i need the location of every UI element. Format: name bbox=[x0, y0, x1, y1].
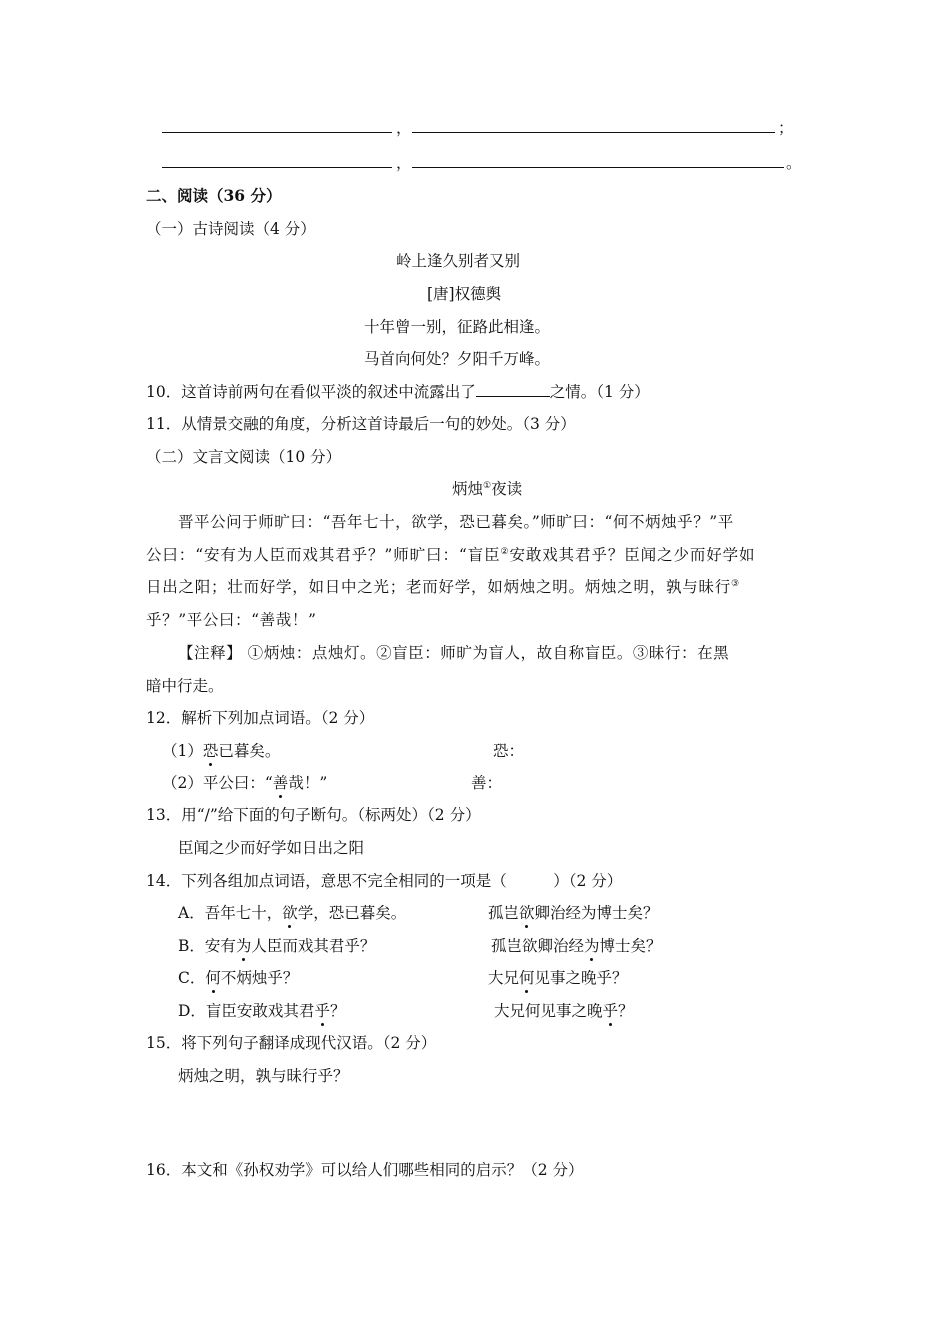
part-heading: （一）古诗阅读（4 分） bbox=[146, 220, 316, 238]
annotation: 暗中行走。 bbox=[146, 677, 224, 695]
separator-comma: ， bbox=[396, 154, 412, 172]
answer-blank-1b[interactable] bbox=[412, 132, 775, 133]
question-12: 12．解析下列加点词语。（2 分） bbox=[146, 709, 375, 727]
option-b[interactable]: B．安有为人臣而戏其君乎？ bbox=[178, 937, 376, 955]
question-item: （2）平公曰：“善哉！” bbox=[162, 774, 328, 792]
dotted-word: 欲 bbox=[282, 904, 298, 922]
answer-blank[interactable] bbox=[476, 382, 550, 397]
section-heading: 二、阅读（36 分） bbox=[146, 186, 282, 205]
text-title: 炳烛①夜读 bbox=[452, 480, 523, 498]
question-11: 11．从情景交融的角度，分析这首诗最后一句的妙处。（3 分） bbox=[146, 415, 576, 433]
question-13: 13．用“/”给下面的句子断句。（标两处）（2 分） bbox=[146, 806, 481, 824]
dotted-word: 为 bbox=[235, 937, 252, 955]
option-d-compare: 大兄何见事之晚乎？ bbox=[494, 1002, 634, 1020]
answer-blank-2a[interactable] bbox=[162, 167, 392, 168]
passage-line: 公曰：“安有为人臣而戏其君乎？”师旷曰：“盲臣②安敢戏其君乎？臣闻之少而好学如 bbox=[146, 546, 756, 564]
separator-period: 。 bbox=[786, 154, 802, 172]
question-16: 16．本文和《孙权劝学》可以给人们哪些相同的启示？（2 分） bbox=[146, 1161, 584, 1179]
option-c-compare: 大兄何见事之晚乎？ bbox=[488, 969, 628, 987]
dotted-word: 乎 bbox=[602, 1002, 619, 1020]
poem-title: 岭上逢久别者又别 bbox=[396, 252, 521, 270]
answer-blank-2b[interactable] bbox=[412, 167, 784, 168]
option-a[interactable]: A．吾年七十，欲学，恐已暮矣。 bbox=[178, 904, 407, 922]
part-heading: （二）文言文阅读（10 分） bbox=[146, 448, 342, 466]
question-10 bbox=[146, 382, 650, 402]
dotted-word: 欲 bbox=[519, 904, 535, 922]
passage-line: 乎？”平公曰：“善哉！” bbox=[146, 611, 317, 629]
dotted-word: 恐 bbox=[202, 742, 219, 760]
option-d[interactable]: D．盲臣安敢戏其君乎？ bbox=[178, 1002, 346, 1020]
question-text: 之情。（1 分） bbox=[549, 383, 650, 401]
dotted-word: 何 bbox=[205, 969, 221, 987]
passage-line: 日出之阳；壮而好学，如日中之光；老而好学，如炳烛之明。炳烛之明，孰与昧行③ bbox=[146, 578, 740, 596]
poem-line: 马首向何处？夕阳千万峰。 bbox=[364, 350, 551, 368]
dotted-word: 善 bbox=[272, 774, 289, 792]
question-14: 14．下列各组加点词语，意思不完全相同的一项是（ ）（2 分） bbox=[146, 872, 623, 890]
poem-author: [唐]权德舆 bbox=[427, 285, 502, 303]
question-item: （1）恐已暮矣。 bbox=[162, 742, 281, 760]
annotation: 【注释】 ①炳烛：点烛灯。②盲臣：师旷为盲人，故自称盲臣。③昧行：在黑 bbox=[178, 644, 730, 662]
question-15: 15．将下列句子翻译成现代汉语。（2 分） bbox=[146, 1034, 437, 1052]
answer-label: 善： bbox=[471, 774, 503, 792]
option-a-compare: 孤岂欲卿治经为博士矣？ bbox=[488, 904, 659, 922]
separator-semicolon: ； bbox=[778, 119, 794, 137]
dotted-word: 为 bbox=[584, 937, 600, 955]
option-b-compare: 孤岂欲卿治经为博士矣？ bbox=[491, 937, 662, 955]
answer-label: 恐： bbox=[493, 742, 525, 760]
answer-blank-1a[interactable] bbox=[162, 132, 392, 133]
question-sentence: 臣闻之少而好学如日出之阳 bbox=[178, 839, 365, 857]
dotted-word: 乎 bbox=[314, 1002, 330, 1020]
question-sentence: 炳烛之明，孰与昧行乎？ bbox=[178, 1067, 349, 1085]
poem-line: 十年曾一别，征路此相逢。 bbox=[364, 318, 551, 336]
question-text: 10．这首诗前两句在看似平淡的叙述中流露出了 bbox=[146, 383, 476, 401]
separator-comma: ， bbox=[396, 119, 412, 137]
dotted-word: 何 bbox=[519, 969, 535, 987]
passage-line: 晋平公问于师旷曰：“吾年七十，欲学，恐已暮矣。”师旷曰：“何不炳烛乎？”平 bbox=[178, 513, 734, 531]
option-c[interactable]: C．何不炳烛乎？ bbox=[178, 969, 299, 987]
